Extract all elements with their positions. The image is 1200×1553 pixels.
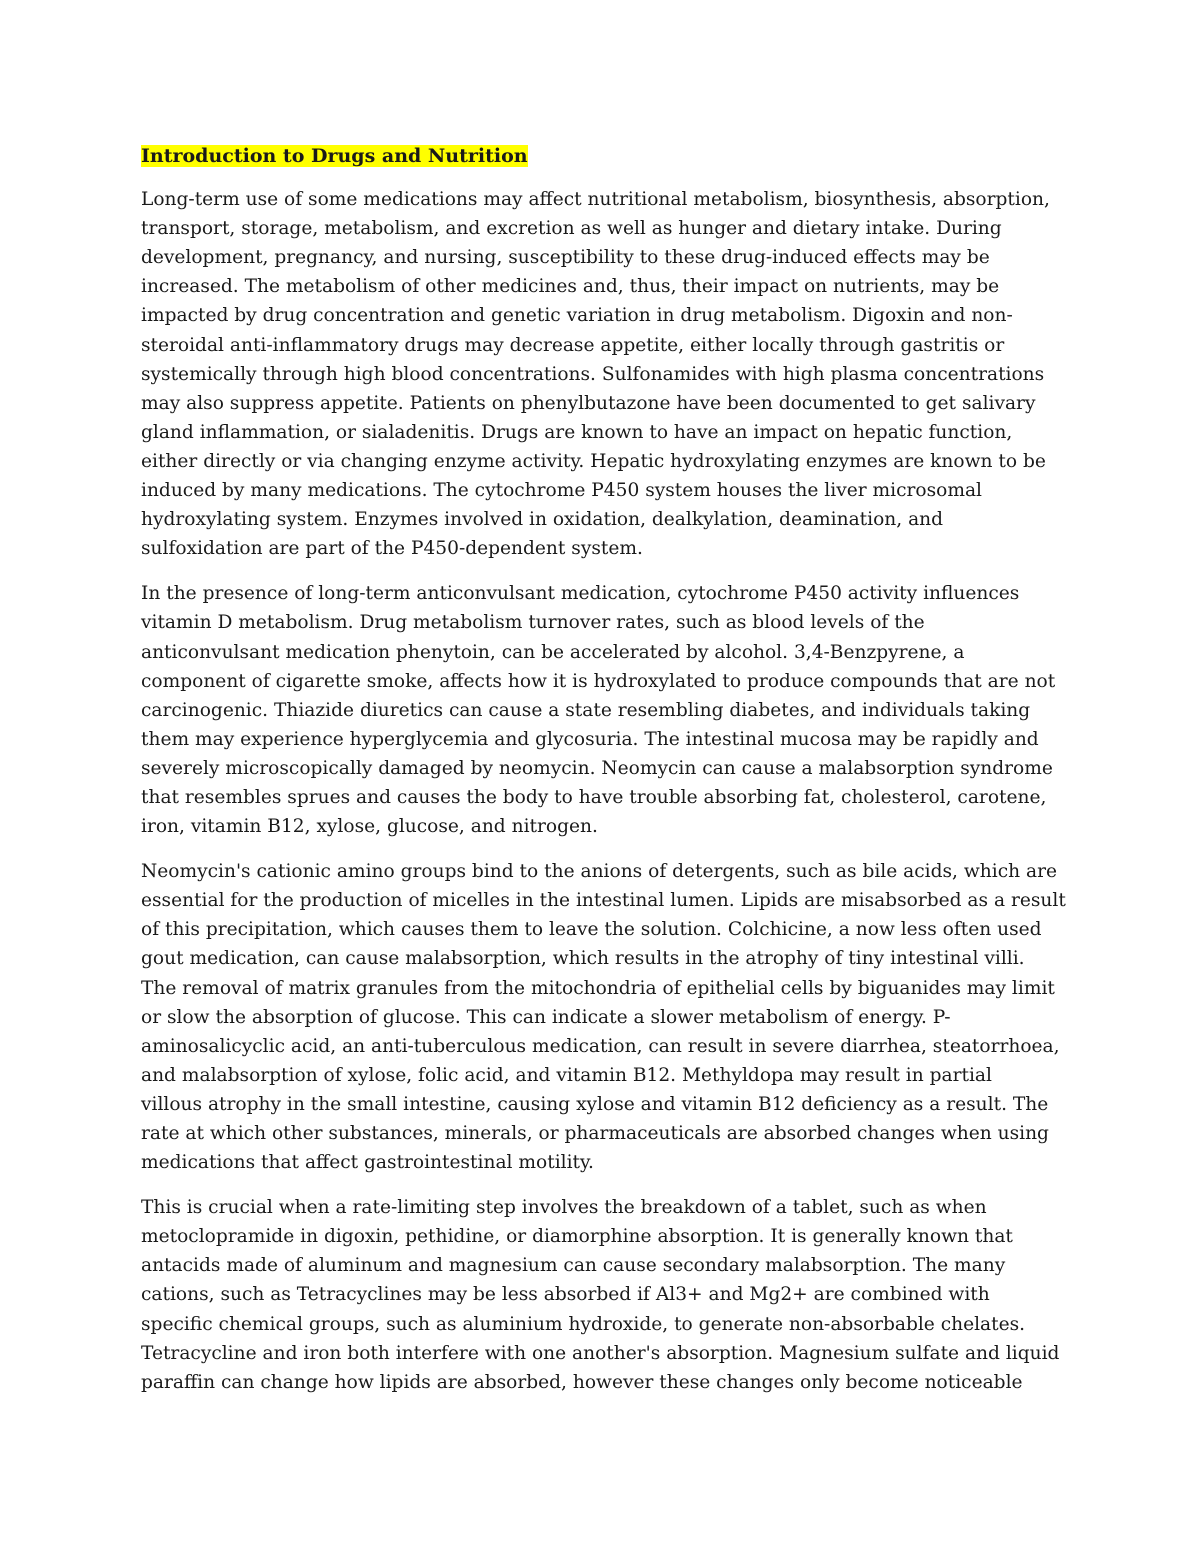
paragraph-1: Long-term use of some medications may affect nutritional metabolism, biosynthesis, absorption, transport, storage, metabolism, and excretion as well as hunger and dietary intake. During development, pregnancy, and nursing, susceptibility to these drug-induced effects may be increased. The metabolism of other medicines and, thus, their impact on nutrients, may be impacted by drug concentration and genetic variation in drug metabolism. Digoxin and non- steroidal anti-inflammatory drugs may decrease appetite, either locally through gastritis or systemically through high blood concentrations. Sulfonamides with high plasma concentrations may also suppress appetite. Patients on phenylbutazone have been documented to get salivary gland inflammation, or sialadenitis. Drugs are known to have an impact on hepatic function, either directly or via changing enzyme activity. Hepatic hydroxylating enzymes are known to be induced by many medications. The cytochrome P450 system houses the liver microsomal hydroxylating system. Enzymes involved in oxidation, dealkylation, deamination, and sulfoxidation are part of the P450-dependent system. (141, 189, 1050, 560)
paragraph-2: In the presence of long-term anticonvulsant medication, cytochrome P450 activity influences vitamin D metabolism. Drug metabolism turnover rates, such as blood levels of the anticonvulsant medication phenytoin, can be accelerated by alcohol. 3,4-Benzpyrene, a component of cigarette smoke, affects how it is hydroxylated to produce compounds that are not carcinogenic. Thiazide diuretics can cause a state resembling diabetes, and individuals taking them may experience hyperglycemia and glycosuria. The intestinal mucosa may be rapidly and severely microscopically damaged by neomycin. Neomycin can cause a malabsorption syndrome that resembles sprues and causes the body to have trouble absorbing fat, cholesterol, carotene, iron, vitamin B12, xylose, glucose, and nitrogen. (141, 583, 1056, 838)
paragraph-3: Neomycin's cationic amino groups bind to the anions of detergents, such as bile acids, which are essential for the production of micelles in the intestinal lumen. Lipids are misabsorbed as a result of this precipitation, which causes them to leave the solution. Colchicine, a now less often used gout medication, can cause malabsorption, which results in the atrophy of tiny intestinal villi. The removal of matrix granules from the mitochondria of epithelial cells by biguanides may limit or slow the absorption of glucose. This can indicate a slower metabolism of energy. P- aminosalicyclic acid, an anti-tuberculous medication, can result in severe diarrhea, steatorrhoea, and malabsorption of xylose, folic acid, and vitamin B12. Methyldopa may result in partial villous atrophy in the small intestine, causing xylose and vitamin B12 deficiency as a result. The rate at which other substances, minerals, or pharmaceuticals are absorbed changes when using medications that affect gastrointestinal motility. (141, 861, 1066, 1174)
document-body (141, 142, 1066, 1413)
paragraph-4: This is crucial when a rate-limiting step involves the breakdown of a tablet, such as when metoclopramide in digoxin, pethidine, or diamorphine absorption. It is generally known that antacids made of aluminum and magnesium can cause secondary malabsorption. The many cations, such as Tetracyclines may be less absorbed if Al3+ and Mg2+ are combined with specific chemical groups, such as aluminium hydroxide, to generate non-absorbable chelates. Tetracycline and iron both interfere with one another's absorption. Magnesium sulfate and liquid paraffin can change how lipids are absorbed, however these changes only become noticeable (141, 1197, 1060, 1393)
highlighted-title-text: Introduction to Drugs and Nutrition (141, 145, 528, 167)
document-title (141, 142, 1066, 171)
